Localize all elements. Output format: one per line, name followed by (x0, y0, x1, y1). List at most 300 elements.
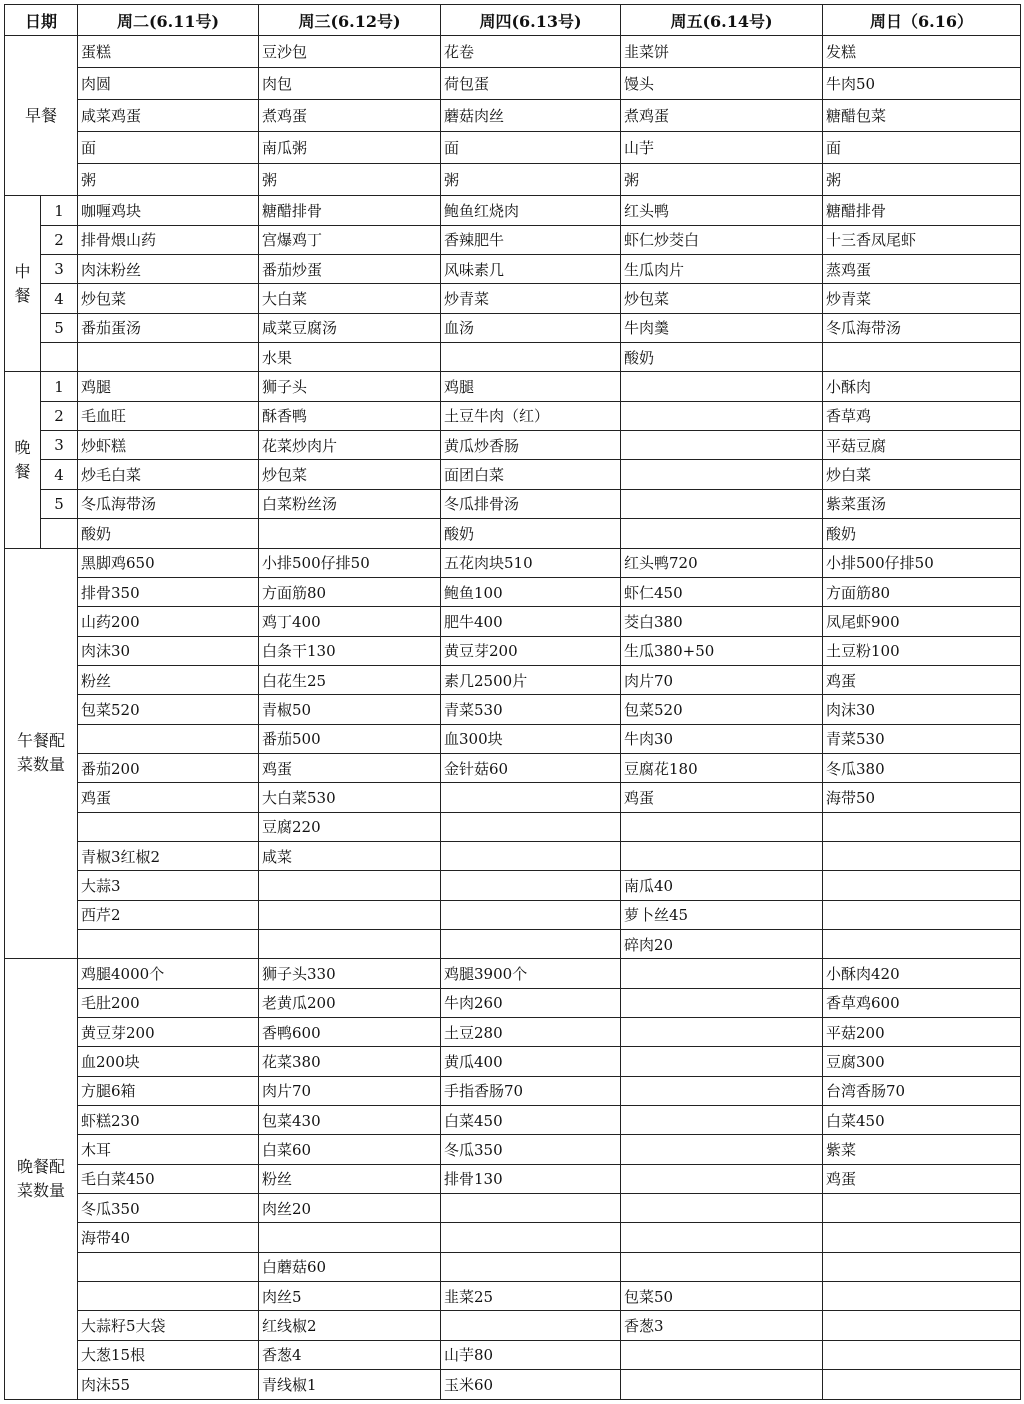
menu-cell: 山芋80 (441, 1340, 621, 1369)
menu-cell: 香葱3 (621, 1311, 823, 1340)
menu-cell: 白菜粉丝汤 (259, 489, 441, 518)
menu-cell: 咸菜豆腐汤 (259, 313, 441, 342)
item-number: 4 (41, 284, 78, 313)
menu-cell: 冬瓜排骨汤 (441, 489, 621, 518)
menu-cell (259, 519, 441, 548)
breakfast-row (5, 68, 1021, 100)
item-number: 4 (41, 460, 78, 489)
item-number: 5 (41, 489, 78, 518)
menu-cell: 大蒜3 (78, 871, 259, 900)
menu-cell: 虾仁450 (621, 577, 823, 606)
menu-cell (823, 1223, 1021, 1252)
menu-cell: 肉沫55 (78, 1370, 259, 1400)
menu-cell: 粥 (441, 164, 621, 196)
menu-cell: 冬瓜海带汤 (823, 313, 1021, 342)
dinner-row (5, 401, 1021, 430)
lunch-row (5, 196, 1021, 225)
menu-cell: 蘑菇肉丝 (441, 100, 621, 132)
menu-cell: 豆腐花180 (621, 753, 823, 782)
menu-cell (441, 871, 621, 900)
menu-cell: 韭菜饼 (621, 36, 823, 68)
lunch_qty-row (5, 607, 1021, 636)
menu-cell (621, 1194, 823, 1223)
menu-cell (621, 1340, 823, 1369)
menu-cell: 馒头 (621, 68, 823, 100)
menu-cell: 大葱15根 (78, 1340, 259, 1369)
lunch_qty-row (5, 724, 1021, 753)
menu-cell: 肉包 (259, 68, 441, 100)
dinner_qty-row (5, 1340, 1021, 1369)
menu-cell: 包菜50 (621, 1282, 823, 1311)
menu-cell: 糖醋排骨 (259, 196, 441, 225)
menu-cell (259, 929, 441, 958)
menu-cell: 发糕 (823, 36, 1021, 68)
menu-cell: 黄豆芽200 (441, 636, 621, 665)
menu-cell: 青菜530 (823, 724, 1021, 753)
menu-cell: 十三香凤尾虾 (823, 225, 1021, 254)
menu-cell: 土豆280 (441, 1018, 621, 1047)
menu-cell: 咸菜鸡蛋 (78, 100, 259, 132)
menu-cell: 酸奶 (441, 519, 621, 548)
dinner_qty-row (5, 1223, 1021, 1252)
menu-cell: 香鸭600 (259, 1018, 441, 1047)
menu-cell: 玉米60 (441, 1370, 621, 1400)
lunch_qty-row (5, 665, 1021, 694)
lunch_qty-label-text: 午餐配菜数量 (17, 731, 66, 775)
menu-cell: 番茄炒蛋 (259, 255, 441, 284)
lunch_qty-label (5, 548, 78, 959)
menu-cell: 炒包菜 (259, 460, 441, 489)
menu-cell: 炒包菜 (78, 284, 259, 313)
menu-cell: 凤尾虾900 (823, 607, 1021, 636)
menu-cell: 素几2500片 (441, 665, 621, 694)
menu-cell: 狮子头 (259, 372, 441, 401)
dinner_qty-row (5, 1047, 1021, 1076)
menu-cell (441, 1223, 621, 1252)
menu-cell (621, 372, 823, 401)
menu-cell: 肉圆 (78, 68, 259, 100)
menu-cell: 牛肉30 (621, 724, 823, 753)
date-header: 日期 (5, 5, 78, 36)
menu-cell (441, 1252, 621, 1281)
menu-cell: 黄豆芽200 (78, 1018, 259, 1047)
dinner_qty-row (5, 1370, 1021, 1400)
lunch_qty-row (5, 753, 1021, 782)
menu-cell: 粉丝 (78, 665, 259, 694)
menu-cell: 平菇200 (823, 1018, 1021, 1047)
menu-cell: 豆腐300 (823, 1047, 1021, 1076)
menu-cell (621, 841, 823, 870)
menu-cell (621, 1018, 823, 1047)
menu-cell (259, 1223, 441, 1252)
menu-cell: 山药200 (78, 607, 259, 636)
menu-cell: 花菜380 (259, 1047, 441, 1076)
menu-cell: 紫菜蛋汤 (823, 489, 1021, 518)
menu-cell (441, 841, 621, 870)
menu-cell: 冬瓜350 (78, 1194, 259, 1223)
dinner_qty-row (5, 988, 1021, 1017)
menu-cell (78, 812, 259, 841)
menu-cell: 海带40 (78, 1223, 259, 1252)
menu-cell: 大白菜 (259, 284, 441, 313)
menu-cell: 香草鸡 (823, 401, 1021, 430)
lunch-row (5, 255, 1021, 284)
lunch-row (5, 284, 1021, 313)
menu-cell: 金针菇60 (441, 753, 621, 782)
lunch-label (5, 196, 41, 372)
menu-cell (441, 343, 621, 372)
menu-cell: 酸奶 (78, 519, 259, 548)
menu-cell: 生瓜380+50 (621, 636, 823, 665)
menu-cell: 肉沫粉丝 (78, 255, 259, 284)
lunch_qty-row (5, 548, 1021, 577)
menu-cell: 番茄500 (259, 724, 441, 753)
lunch_qty-row (5, 929, 1021, 958)
dinner-label-text: 晚餐 (14, 437, 31, 481)
menu-cell (78, 1282, 259, 1311)
menu-cell: 排骨煨山药 (78, 225, 259, 254)
menu-cell: 肥牛400 (441, 607, 621, 636)
menu-cell: 排骨350 (78, 577, 259, 606)
item-number: 5 (41, 313, 78, 342)
menu-cell: 毛白菜450 (78, 1164, 259, 1193)
menu-cell: 包菜520 (621, 695, 823, 724)
menu-cell: 血300块 (441, 724, 621, 753)
menu-cell: 炒毛白菜 (78, 460, 259, 489)
dinner-row (5, 372, 1021, 401)
lunch-row (5, 343, 1021, 372)
menu-cell: 荷包蛋 (441, 68, 621, 100)
menu-cell: 咖喱鸡块 (78, 196, 259, 225)
breakfast-row (5, 132, 1021, 164)
menu-cell (621, 1135, 823, 1164)
dinner_qty-label (5, 959, 78, 1400)
dinner-row (5, 489, 1021, 518)
menu-cell: 小排500仔排50 (823, 548, 1021, 577)
menu-table-body (5, 5, 1021, 1400)
menu-cell (621, 1252, 823, 1281)
menu-cell: 花卷 (441, 36, 621, 68)
day-header: 周二(6.11号) (78, 5, 259, 36)
menu-cell (441, 1194, 621, 1223)
dinner_qty-row (5, 1252, 1021, 1281)
menu-cell: 西芹2 (78, 900, 259, 929)
menu-cell (621, 401, 823, 430)
dinner_qty-row (5, 1106, 1021, 1135)
menu-cell: 狮子头330 (259, 959, 441, 988)
dinner_qty-row (5, 959, 1021, 988)
breakfast-label-text: 早餐 (25, 105, 58, 125)
menu-cell: 面团白菜 (441, 460, 621, 489)
menu-cell: 煮鸡蛋 (259, 100, 441, 132)
menu-cell: 南瓜粥 (259, 132, 441, 164)
menu-cell (823, 1370, 1021, 1400)
menu-cell (621, 988, 823, 1017)
menu-cell (259, 900, 441, 929)
lunch-label-text: 中餐 (14, 261, 31, 305)
menu-cell: 小酥肉 (823, 372, 1021, 401)
day-header: 周日（6.16） (823, 5, 1021, 36)
menu-cell: 豆腐220 (259, 812, 441, 841)
menu-cell (621, 1076, 823, 1105)
menu-cell: 青线椒1 (259, 1370, 441, 1400)
menu-cell: 老黄瓜200 (259, 988, 441, 1017)
menu-cell: 平菇豆腐 (823, 431, 1021, 460)
menu-cell (441, 900, 621, 929)
item-number: 3 (41, 431, 78, 460)
menu-cell: 血200块 (78, 1047, 259, 1076)
menu-cell: 鸡蛋 (823, 665, 1021, 694)
menu-cell: 排骨130 (441, 1164, 621, 1193)
menu-cell: 糖醋包菜 (823, 100, 1021, 132)
menu-cell (621, 959, 823, 988)
menu-cell (621, 489, 823, 518)
menu-cell: 青椒50 (259, 695, 441, 724)
menu-cell (823, 1311, 1021, 1340)
menu-cell: 炒青菜 (823, 284, 1021, 313)
menu-cell (823, 1282, 1021, 1311)
menu-cell: 毛肚200 (78, 988, 259, 1017)
menu-cell: 血汤 (441, 313, 621, 342)
menu-cell: 炒青菜 (441, 284, 621, 313)
menu-cell: 小排500仔排50 (259, 548, 441, 577)
menu-cell: 香葱4 (259, 1340, 441, 1369)
menu-cell: 小酥肉420 (823, 959, 1021, 988)
menu-cell (823, 900, 1021, 929)
menu-cell: 粥 (621, 164, 823, 196)
menu-cell: 白花生25 (259, 665, 441, 694)
menu-cell (621, 460, 823, 489)
menu-cell: 青椒3红椒2 (78, 841, 259, 870)
menu-cell (621, 1370, 823, 1400)
menu-cell: 虾仁炒茭白 (621, 225, 823, 254)
day-header: 周五(6.14号) (621, 5, 823, 36)
menu-cell: 糖醋排骨 (823, 196, 1021, 225)
menu-cell: 鸡腿 (441, 372, 621, 401)
menu-cell: 茭白380 (621, 607, 823, 636)
menu-cell: 风味素几 (441, 255, 621, 284)
dinner_qty-row (5, 1164, 1021, 1193)
menu-cell: 方面筋80 (259, 577, 441, 606)
menu-cell: 粥 (823, 164, 1021, 196)
menu-cell (259, 871, 441, 900)
menu-cell: 炒包菜 (621, 284, 823, 313)
menu-cell (441, 812, 621, 841)
menu-cell: 鸡腿 (78, 372, 259, 401)
menu-cell: 肉片70 (259, 1076, 441, 1105)
menu-cell: 红头鸭720 (621, 548, 823, 577)
breakfast-label (5, 36, 78, 196)
menu-cell: 咸菜 (259, 841, 441, 870)
menu-cell (823, 871, 1021, 900)
menu-cell (78, 1252, 259, 1281)
menu-cell: 炒虾糕 (78, 431, 259, 460)
dinner_qty-row (5, 1076, 1021, 1105)
menu-cell (78, 343, 259, 372)
menu-cell: 方腿6箱 (78, 1076, 259, 1105)
menu-cell: 黄瓜400 (441, 1047, 621, 1076)
menu-cell: 宫爆鸡丁 (259, 225, 441, 254)
menu-cell: 虾糕230 (78, 1106, 259, 1135)
menu-cell: 鸡腿3900个 (441, 959, 621, 988)
menu-cell: 包菜520 (78, 695, 259, 724)
menu-cell: 大白菜530 (259, 783, 441, 812)
menu-cell: 鲍鱼红烧肉 (441, 196, 621, 225)
menu-cell: 肉丝20 (259, 1194, 441, 1223)
menu-cell: 五花肉块510 (441, 548, 621, 577)
lunch_qty-row (5, 900, 1021, 929)
menu-cell (621, 1106, 823, 1135)
menu-cell: 番茄蛋汤 (78, 313, 259, 342)
menu-cell: 生瓜肉片 (621, 255, 823, 284)
menu-cell: 碎肉20 (621, 929, 823, 958)
menu-cell: 木耳 (78, 1135, 259, 1164)
menu-cell: 土豆牛肉（红） (441, 401, 621, 430)
menu-cell: 萝卜丝45 (621, 900, 823, 929)
dinner_qty-row (5, 1018, 1021, 1047)
menu-cell: 冬瓜350 (441, 1135, 621, 1164)
menu-cell: 煮鸡蛋 (621, 100, 823, 132)
lunch_qty-row (5, 871, 1021, 900)
menu-cell (823, 343, 1021, 372)
menu-cell (78, 929, 259, 958)
menu-cell: 肉片70 (621, 665, 823, 694)
menu-cell: 肉沫30 (78, 636, 259, 665)
menu-cell: 山芋 (621, 132, 823, 164)
menu-cell: 黄瓜炒香肠 (441, 431, 621, 460)
item-number: 1 (41, 372, 78, 401)
menu-cell (823, 1252, 1021, 1281)
menu-cell (621, 1223, 823, 1252)
dinner-row (5, 431, 1021, 460)
menu-cell (823, 841, 1021, 870)
menu-cell: 鸡腿4000个 (78, 959, 259, 988)
menu-cell (823, 1194, 1021, 1223)
item-number (41, 343, 78, 372)
menu-cell: 土豆粉100 (823, 636, 1021, 665)
menu-cell: 鲍鱼100 (441, 577, 621, 606)
menu-cell: 南瓜40 (621, 871, 823, 900)
menu-cell: 白菜450 (823, 1106, 1021, 1135)
lunch_qty-row (5, 695, 1021, 724)
menu-cell: 粥 (259, 164, 441, 196)
menu-cell: 白菜60 (259, 1135, 441, 1164)
menu-cell: 蒸鸡蛋 (823, 255, 1021, 284)
menu-cell: 酸奶 (621, 343, 823, 372)
menu-cell: 香草鸡600 (823, 988, 1021, 1017)
lunch_qty-row (5, 841, 1021, 870)
menu-cell: 牛肉羹 (621, 313, 823, 342)
menu-cell (441, 783, 621, 812)
menu-cell: 白条干130 (259, 636, 441, 665)
item-number: 2 (41, 225, 78, 254)
menu-cell: 鸡蛋 (78, 783, 259, 812)
dinner-label (5, 372, 41, 548)
lunch-row (5, 225, 1021, 254)
menu-cell: 海带50 (823, 783, 1021, 812)
dinner_qty-row (5, 1135, 1021, 1164)
menu-cell: 面 (823, 132, 1021, 164)
menu-cell: 方面筋80 (823, 577, 1021, 606)
day-header: 周三(6.12号) (259, 5, 441, 36)
lunch_qty-row (5, 577, 1021, 606)
menu-cell: 大蒜籽5大袋 (78, 1311, 259, 1340)
header-row (5, 5, 1021, 36)
menu-cell: 手指香肠70 (441, 1076, 621, 1105)
lunch_qty-row (5, 783, 1021, 812)
breakfast-row (5, 100, 1021, 132)
lunch_qty-row (5, 812, 1021, 841)
dinner-row (5, 460, 1021, 489)
item-number: 1 (41, 196, 78, 225)
menu-cell: 粥 (78, 164, 259, 196)
menu-cell: 香辣肥牛 (441, 225, 621, 254)
menu-cell: 鸡蛋 (621, 783, 823, 812)
menu-cell: 牛肉260 (441, 988, 621, 1017)
menu-cell: 肉丝5 (259, 1282, 441, 1311)
menu-cell (621, 519, 823, 548)
menu-cell: 牛肉50 (823, 68, 1021, 100)
menu-cell: 鸡丁400 (259, 607, 441, 636)
lunch-row (5, 313, 1021, 342)
menu-cell: 面 (78, 132, 259, 164)
menu-cell: 红线椒2 (259, 1311, 441, 1340)
item-number (41, 519, 78, 548)
day-header: 周四(6.13号) (441, 5, 621, 36)
menu-cell: 蛋糕 (78, 36, 259, 68)
menu-cell: 韭菜25 (441, 1282, 621, 1311)
menu-cell: 面 (441, 132, 621, 164)
menu-cell: 台湾香肠70 (823, 1076, 1021, 1105)
menu-cell: 花菜炒肉片 (259, 431, 441, 460)
dinner_qty-label-text: 晚餐配菜数量 (17, 1157, 66, 1201)
menu-cell: 红头鸭 (621, 196, 823, 225)
menu-cell: 毛血旺 (78, 401, 259, 430)
menu-cell: 豆沙包 (259, 36, 441, 68)
menu-cell: 冬瓜380 (823, 753, 1021, 782)
menu-cell (621, 431, 823, 460)
menu-cell (621, 1164, 823, 1193)
menu-cell: 鸡蛋 (823, 1164, 1021, 1193)
dinner_qty-row (5, 1311, 1021, 1340)
menu-cell (78, 724, 259, 753)
item-number: 2 (41, 401, 78, 430)
menu-cell (441, 1311, 621, 1340)
dinner_qty-row (5, 1194, 1021, 1223)
menu-cell (823, 1340, 1021, 1369)
menu-cell: 鸡蛋 (259, 753, 441, 782)
menu-cell: 番茄200 (78, 753, 259, 782)
item-number: 3 (41, 255, 78, 284)
dinner-row (5, 519, 1021, 548)
menu-cell: 粉丝 (259, 1164, 441, 1193)
menu-cell: 冬瓜海带汤 (78, 489, 259, 518)
menu-cell: 炒白菜 (823, 460, 1021, 489)
menu-cell: 水果 (259, 343, 441, 372)
menu-cell: 青菜530 (441, 695, 621, 724)
menu-cell: 包菜430 (259, 1106, 441, 1135)
menu-cell (441, 929, 621, 958)
menu-cell: 白蘑菇60 (259, 1252, 441, 1281)
menu-cell: 白菜450 (441, 1106, 621, 1135)
lunch_qty-row (5, 636, 1021, 665)
menu-cell: 肉沫30 (823, 695, 1021, 724)
menu-cell (621, 812, 823, 841)
menu-cell (621, 1047, 823, 1076)
dinner_qty-row (5, 1282, 1021, 1311)
menu-table (4, 4, 1021, 1400)
breakfast-row (5, 164, 1021, 196)
